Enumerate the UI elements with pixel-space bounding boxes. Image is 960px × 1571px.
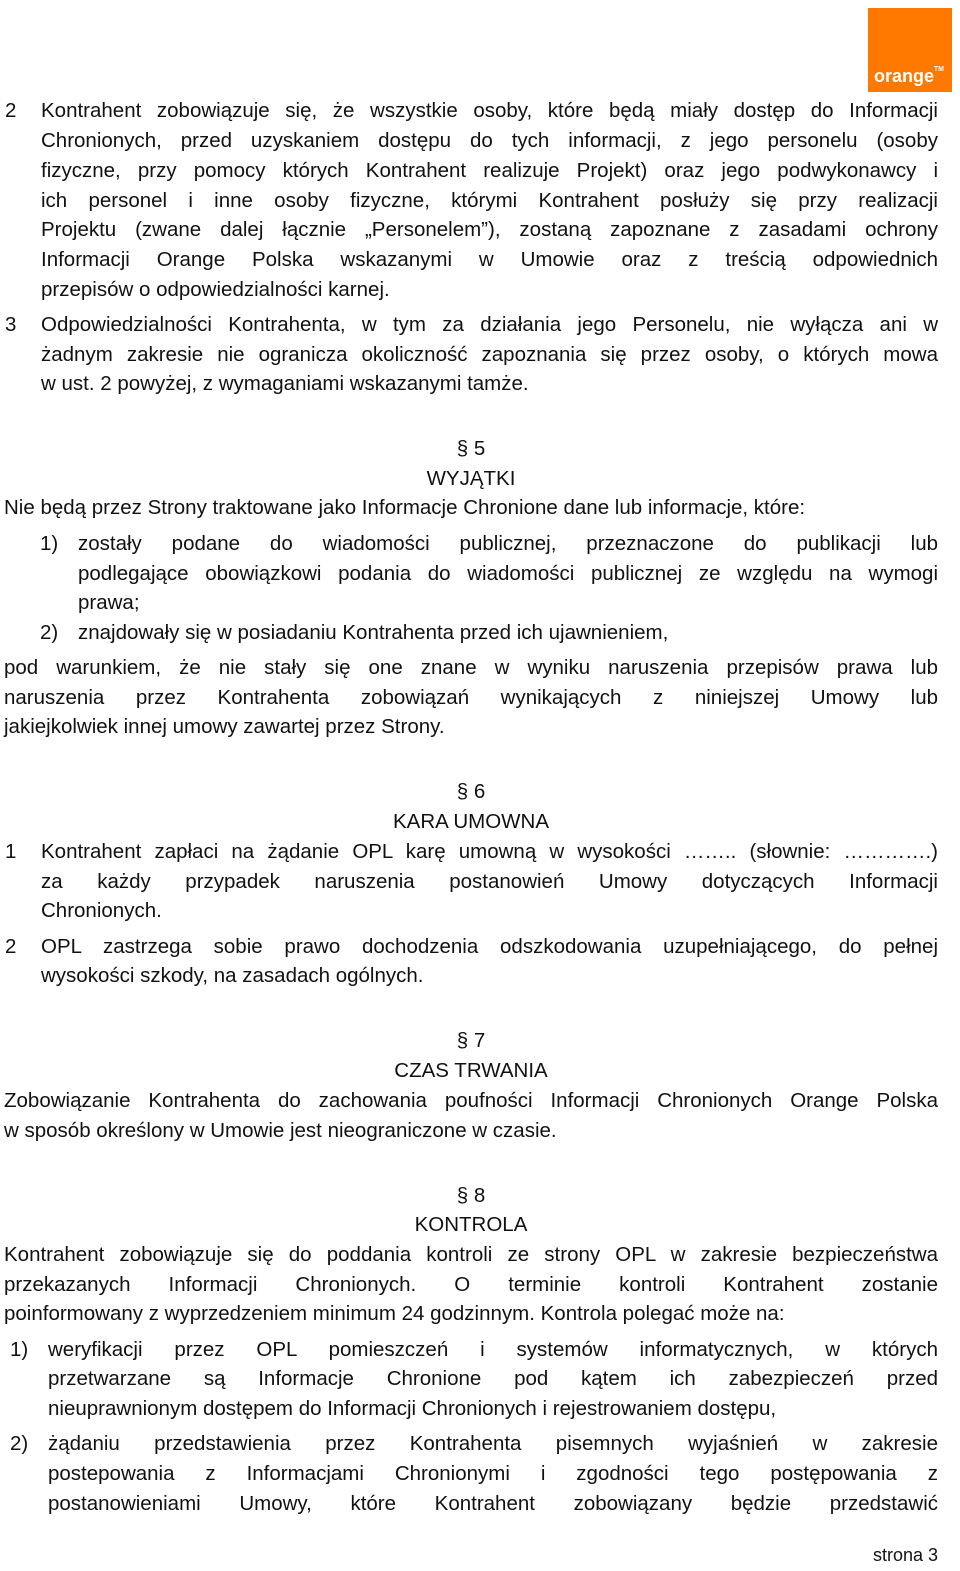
text-line: Projektu (zwane dalej łącznie „Personelem”), zostaną zapoznane z zasadami ochrony	[41, 218, 938, 241]
list-number: 2)	[40, 621, 59, 644]
text-line: ich personel i inne osoby fizyczne, którymi Kontrahent posłuży się przy realizacji	[41, 189, 938, 212]
paragraph-number: 1	[5, 840, 17, 863]
section-title: KONTROLA	[414, 1213, 528, 1236]
text-line: w sposób określony w Umowie jest nieograniczone w czasie.	[4, 1119, 557, 1142]
text-line: weryfikacji przez OPL pomieszczeń i systemów informatycznych, w których	[48, 1338, 938, 1361]
text-line: za każdy przypadek naruszenia postanowień Umowy dotyczących Informacji	[41, 870, 938, 893]
text-line: wysokości szkody, na zasadach ogólnych.	[41, 964, 424, 987]
paragraph-number: 3	[5, 313, 17, 336]
text-line: przepisów o odpowiedzialności karnej.	[41, 278, 390, 301]
orange-logo-text: orange TM	[874, 66, 945, 86]
text-line: postepowania z Informacjami Chronionymi i zgodności tego postępowania z	[48, 1462, 938, 1485]
logo-trademark: TM	[933, 66, 945, 73]
text-line: w ust. 2 powyżej, z wymaganiami wskazanymi tamże.	[41, 372, 529, 395]
text-line: Kontrahent zobowiązuje się do poddania kontroli ze strony OPL w zakresie bezpieczeństwa	[4, 1243, 938, 1266]
text-line: Odpowiedzialności Kontrahenta, w tym za działania jego Personelu, nie wyłącza ani w	[41, 313, 938, 336]
text-line: Informacji Orange Polska wskazanymi w Umowie oraz z treścią odpowiednich	[41, 248, 938, 271]
text-line: jakiejkolwiek innej umowy zawartej przez Strony.	[4, 715, 445, 738]
text-line: Chronionych.	[41, 899, 162, 922]
text-line: Kontrahent zobowiązuje się, że wszystkie osoby, które będą miały dostęp do Informacji	[41, 99, 938, 122]
text-line: podlegające obowiązkowi podania do wiadomości publicznej ze względu na wymogi	[78, 562, 938, 585]
text-line: poinformowany z wyprzedzeniem minimum 24 godzinnym. Kontrola polegać może na:	[4, 1302, 785, 1325]
text-line: naruszenia przez Kontrahenta zobowiązań wynikających z niniejszej Umowy lub	[4, 686, 938, 709]
text-line: Chronionych, przed uzyskaniem dostępu do tych informacji, z jego personelu (osoby	[41, 129, 938, 152]
section-intro: Nie będą przez Strony traktowane jako Informacje Chronione dane lub informacje, które:	[4, 496, 806, 519]
text-line: znajdowały się w posiadaniu Kontrahenta przed ich ujawnieniem,	[78, 621, 669, 644]
text-line: Kontrahent zapłaci na żądanie OPL karę umowną w wysokości …….. (słownie: ………….)	[41, 840, 938, 863]
list-number: 2)	[10, 1432, 29, 1455]
paragraph-number: 2	[5, 99, 17, 122]
list-number: 1)	[10, 1338, 29, 1361]
text-line: pod warunkiem, że nie stały się one znane w wyniku naruszenia przepisów prawa lub	[4, 656, 938, 679]
text-line: nieuprawnionym dostępem do Informacji Chronionych i rejestrowaniem dostępu,	[48, 1397, 777, 1420]
section-number: § 5	[456, 437, 486, 460]
page-number: strona 3	[872, 1545, 938, 1565]
text-line: przekazanych Informacji Chronionych. O terminie kontroli Kontrahent zostanie	[4, 1273, 938, 1296]
text-line: postanowieniami Umowy, które Kontrahent zobowiązany będzie przedstawić	[48, 1492, 938, 1515]
section-number: § 6	[456, 780, 486, 803]
text-line: prawa;	[78, 591, 140, 614]
section-title: KARA UMOWNA	[392, 810, 550, 833]
text-line: zostały podane do wiadomości publicznej, przeznaczone do publikacji lub	[78, 532, 938, 555]
text-line: Zobowiązanie Kontrahenta do zachowania poufności Informacji Chronionych Orange Polska	[4, 1089, 938, 1112]
paragraph-number: 2	[5, 935, 17, 958]
orange-logo	[868, 8, 952, 92]
list-number: 1)	[40, 532, 59, 555]
section-title: WYJĄTKI	[426, 467, 516, 490]
text-line: żądaniu przedstawienia przez Kontrahenta pisemnych wyjaśnień w zakresie	[48, 1432, 938, 1455]
section-number: § 8	[456, 1184, 486, 1207]
section-title: CZAS TRWANIA	[394, 1059, 548, 1082]
section-number: § 7	[456, 1029, 486, 1052]
text-line: OPL zastrzega sobie prawo dochodzenia odszkodowania uzupełniającego, do pełnej	[41, 935, 938, 958]
text-line: żadnym zakresie nie ogranicza okoliczność zapoznania się przez osoby, o których mowa	[41, 343, 938, 366]
text-line: przetwarzane są Informacje Chronione pod kątem ich zabezpieczeń przed	[48, 1367, 938, 1390]
text-line: fizyczne, przy pomocy których Kontrahent realizuje Projekt) oraz jego podwykonawcy i	[41, 159, 938, 182]
